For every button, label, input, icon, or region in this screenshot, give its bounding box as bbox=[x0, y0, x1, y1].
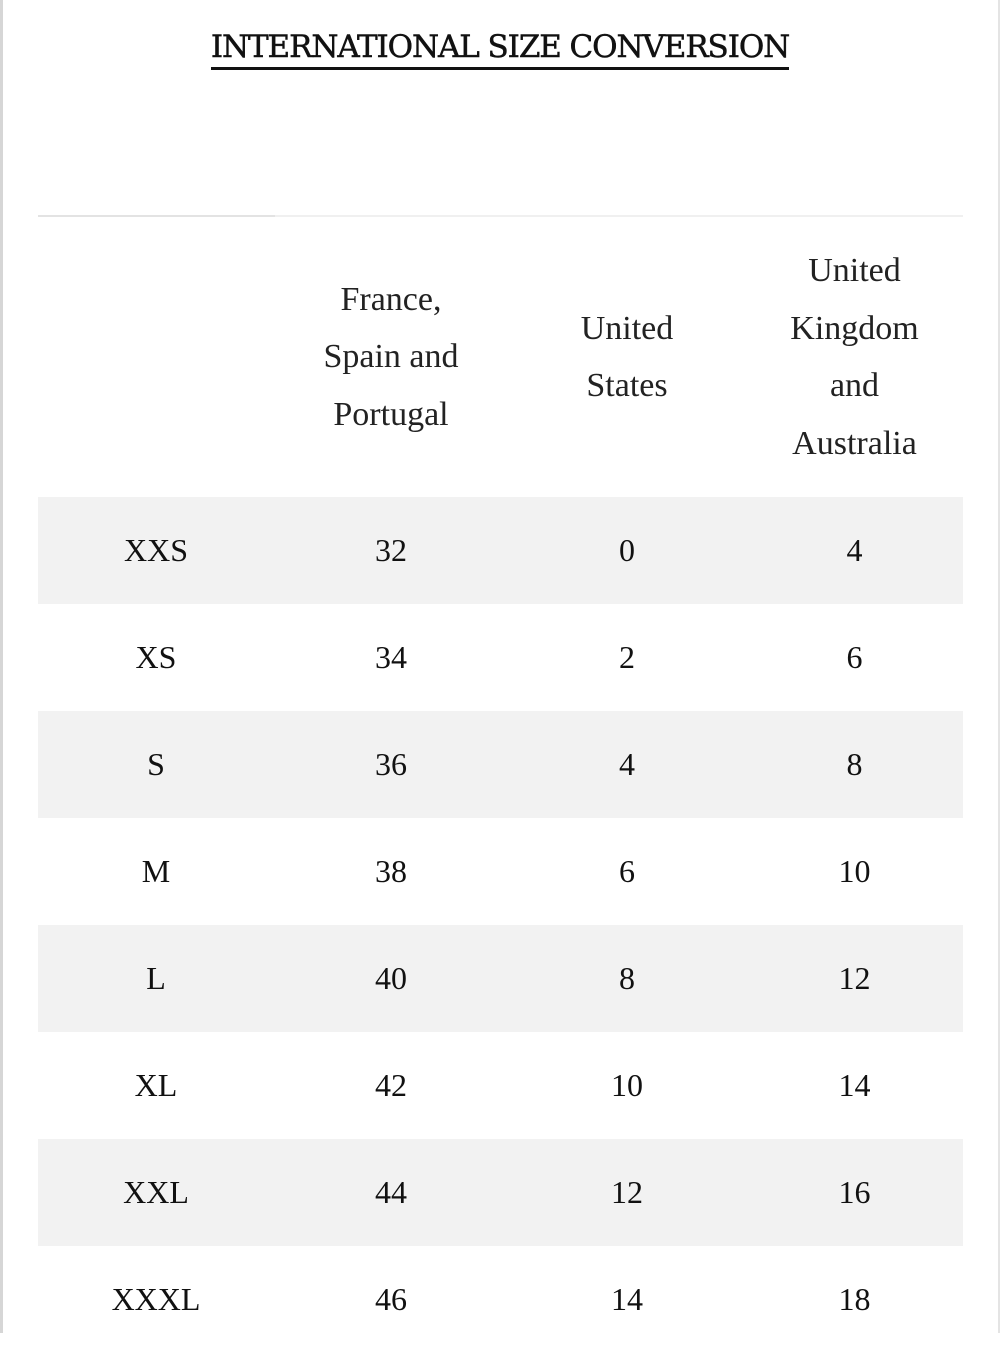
table-row bbox=[38, 604, 963, 711]
page-border-left bbox=[0, 0, 3, 1333]
size-conversion-table bbox=[38, 215, 963, 1353]
uk-size-cell: 4 bbox=[846, 532, 863, 568]
table-row bbox=[38, 497, 963, 604]
us-size-cell: 10 bbox=[611, 1067, 643, 1103]
eu-size-cell: 32 bbox=[375, 532, 407, 568]
us-size-cell: 8 bbox=[619, 960, 635, 996]
table-row bbox=[38, 711, 963, 818]
us-size-cell: 6 bbox=[619, 853, 635, 889]
us-size-cell: 2 bbox=[619, 639, 635, 675]
uk-size-cell: 8 bbox=[846, 746, 863, 782]
uk-size-cell: 10 bbox=[838, 853, 871, 889]
table-header-row bbox=[38, 217, 963, 497]
header-cell-france-spain-portugal: France, Spain and Portugal bbox=[323, 280, 459, 433]
size-label-cell: L bbox=[146, 960, 166, 996]
table-row bbox=[38, 925, 963, 1032]
us-size-cell: 12 bbox=[611, 1174, 643, 1210]
eu-size-cell: 44 bbox=[375, 1174, 407, 1210]
size-label-cell: XXXL bbox=[111, 1281, 201, 1317]
size-label-cell: XXS bbox=[123, 532, 188, 568]
us-size-cell: 0 bbox=[619, 532, 635, 568]
size-label-cell: S bbox=[147, 746, 165, 782]
uk-size-cell: 6 bbox=[846, 639, 863, 675]
uk-size-cell: 12 bbox=[838, 960, 871, 996]
uk-size-cell: 16 bbox=[838, 1174, 871, 1210]
table-row bbox=[38, 818, 963, 925]
eu-size-cell: 38 bbox=[375, 853, 407, 889]
size-label-cell: XXL bbox=[123, 1174, 189, 1210]
table-row bbox=[38, 1139, 963, 1246]
table-row bbox=[38, 1246, 963, 1353]
header-cell-uk-australia: United Kingdom and Australia bbox=[790, 252, 919, 462]
page-title: INTERNATIONAL SIZE CONVERSION bbox=[211, 28, 789, 70]
uk-size-cell: 14 bbox=[838, 1067, 871, 1103]
table-row bbox=[38, 1032, 963, 1139]
uk-size-cell: 18 bbox=[838, 1281, 871, 1317]
header-cell-united-states: United States bbox=[580, 309, 674, 404]
eu-size-cell: 46 bbox=[375, 1281, 407, 1317]
eu-size-cell: 40 bbox=[375, 960, 407, 996]
size-label-cell: XL bbox=[134, 1067, 178, 1103]
us-size-cell: 14 bbox=[611, 1281, 643, 1317]
us-size-cell: 4 bbox=[619, 746, 635, 782]
title-container bbox=[0, 28, 1000, 70]
eu-size-cell: 42 bbox=[375, 1067, 407, 1103]
size-label-cell: XS bbox=[135, 639, 177, 675]
size-label-cell: M bbox=[141, 853, 171, 889]
eu-size-cell: 34 bbox=[375, 639, 407, 675]
eu-size-cell: 36 bbox=[375, 746, 407, 782]
